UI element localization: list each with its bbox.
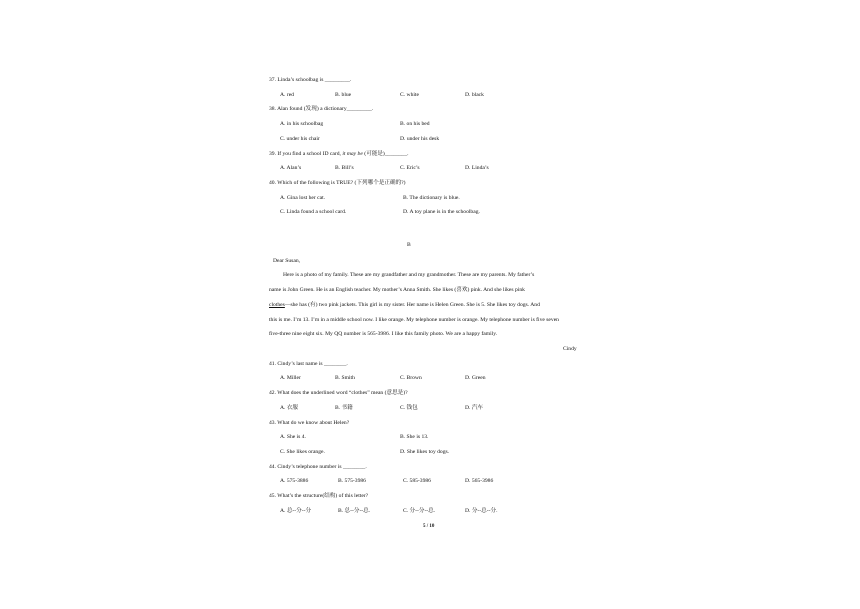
letter-line-1: Here is a photo of my family. These are my grandfather and my grandmother. These are my parents. My father’s	[283, 272, 535, 278]
q38-option-d: D. under his desk	[400, 136, 440, 142]
q39-stem-end: (可能是)________.	[364, 151, 409, 157]
q40-option-d: D. A toy plane is in the schoolbag.	[403, 209, 480, 215]
question-42-stem: 42. What does the underlined word “clothes” mean (意思是)?	[269, 390, 408, 396]
letter-line-2: name is John Green. He is an English teacher. My mother’s Anna Smith. She likes (喜欢) pink. And she likes pink	[269, 287, 525, 293]
q43-option-c: C. She likes orange.	[280, 449, 325, 455]
q41-option-b: B. Smith	[335, 375, 355, 381]
question-44-stem: 44. Cindy’s telephone number is ________.	[269, 464, 367, 470]
q39-stem-italic: it may be	[342, 151, 363, 157]
q45-option-b: B. 总--分--总.	[338, 508, 371, 514]
q39-option-a: A. Alan’s	[280, 165, 302, 171]
q44-option-d: D. 565-3986	[465, 478, 494, 484]
underlined-word-clothes: clothes	[269, 302, 285, 308]
q39-stem-start: 39. If you find a school ID card,	[269, 151, 341, 157]
question-41-stem: 41. Cindy’s last name is ________.	[269, 361, 348, 367]
q40-option-b: B. The dictionary is blue.	[403, 195, 460, 201]
q37-option-d: D. black	[465, 92, 484, 98]
q42-option-a: A. 衣服	[280, 405, 299, 411]
q37-option-c: C. white	[400, 92, 419, 98]
q41-option-c: C. Brown	[400, 375, 422, 381]
letter-salutation: Dear Susan,	[273, 258, 301, 264]
letter-line-5: five-three nine eight six. My QQ number is 565-3986. I like this family photo. We are a happy family.	[269, 331, 498, 337]
q39-option-c: C. Eric’s	[400, 165, 420, 171]
letter-line-4: this is me. I’m 13. I’m in a middle school now. I like orange. My telephone number is orange. My telephone number is five seven	[269, 317, 559, 323]
q42-option-c: C. 钱包	[400, 405, 418, 411]
question-40-stem: 40. Which of the following is TRUE? (下列哪个是正确的?)	[269, 180, 406, 186]
q45-option-c: C. 分--分--总.	[403, 508, 436, 514]
q37-option-b: B. blue	[335, 92, 352, 98]
page-number: 5 / 10	[423, 524, 435, 529]
q44-option-c: C. 585-3986	[403, 478, 431, 484]
q41-option-d: D. Green	[465, 375, 486, 381]
q44-option-a: A. 575-3886	[280, 478, 309, 484]
q38-option-a: A. in his schoolbag	[280, 121, 324, 127]
q39-option-d: D. Linda’s	[465, 165, 489, 171]
q43-option-a: A. She is 4.	[280, 434, 306, 440]
letter-line-3-rest: —she has (有) two pink jackets. This girl is my sister. Her name is Helen Green. She is 5. She likes toy dogs. And	[284, 302, 540, 308]
q42-option-d: D. 汽车	[465, 405, 484, 411]
q37-option-a: A. red	[280, 92, 294, 98]
section-title: B	[407, 242, 411, 248]
q45-option-a: A. 总--分--分	[280, 508, 312, 514]
question-43-stem: 43. What do we know about Helen?	[269, 420, 350, 426]
q42-option-b: B. 书籍	[335, 405, 353, 411]
question-45-stem: 45. What’s the structure(结构) of this letter?	[269, 493, 369, 499]
q43-option-b: B. She is 13.	[400, 434, 429, 440]
letter-line-3	[269, 302, 540, 309]
question-39-stem	[269, 151, 409, 158]
letter-signature: Cindy	[563, 346, 577, 352]
q45-option-d: D. 分--总--分.	[465, 508, 498, 514]
question-38-stem: 38. Alan found (发现) a dictionary_________.	[269, 106, 374, 112]
q39-option-b: B. Bill’s	[335, 165, 354, 171]
q40-option-a: A. Gina lost her cat.	[280, 195, 326, 201]
q40-option-c: C. Linda found a school card.	[280, 209, 347, 215]
q38-option-c: C. under his chair	[280, 136, 320, 142]
q43-option-d: D. She likes toy dogs.	[400, 449, 450, 455]
q44-option-b: B. 575-3986	[338, 478, 366, 484]
q41-option-a: A. Miller	[280, 375, 301, 381]
q38-option-b: B. on his bed	[400, 121, 430, 127]
question-37-stem: 37. Linda’s schoolbag is _________.	[269, 77, 352, 83]
